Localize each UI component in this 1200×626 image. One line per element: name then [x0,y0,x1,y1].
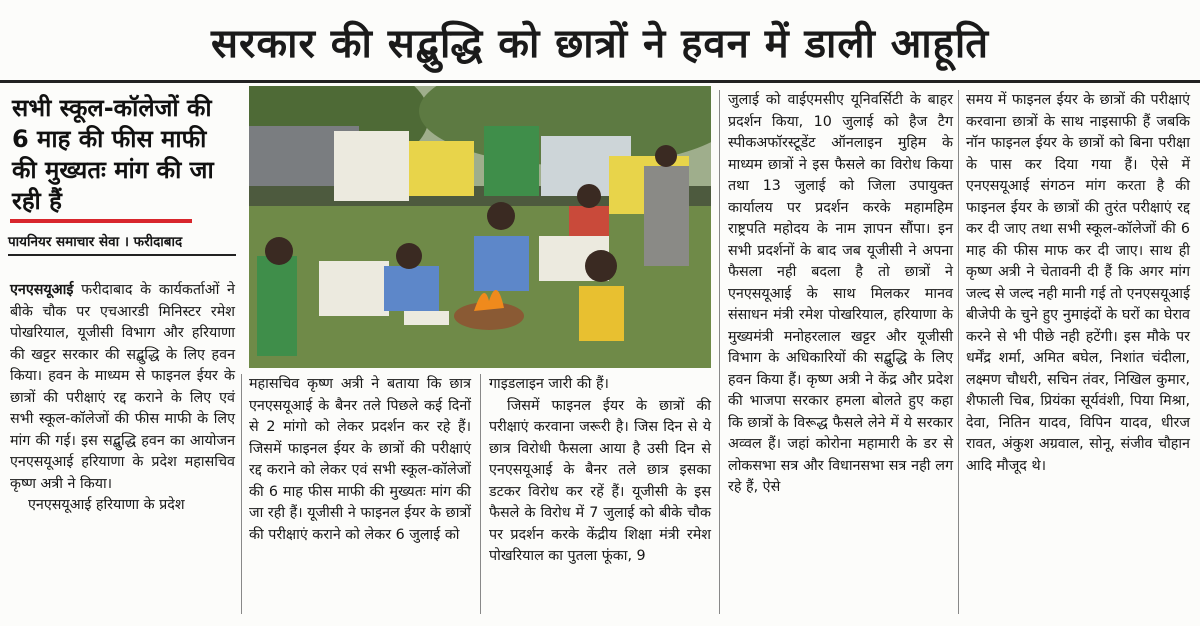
column-divider [241,374,242,614]
headline-rule [0,80,1200,83]
protest-havan-photo [249,86,711,368]
article-column-5 [966,90,1190,477]
lead-word: एनएसयूआई [10,282,74,298]
article-column-1 [10,280,235,517]
col2-paragraph: महासचिव कृष्ण अत्री ने बताया कि छात्र एनएसयूआई के बैनर तले पिछले कई दिनों से 2 मांगो को लेकर प्रदर्शन कर रहे हैं। जिसमें फाइनल ईयर के छात्रों की परीक्षाएं रद्द कराने को लेकर एवं सभी स्कूल-कॉलेजों की 6 माह फीस माफी की मुख्यतः मांग की जा रही हैं। यूजीसी ने फाइनल ईयर के छात्रों की परीक्षाएं कराने को लेकर 6 जुलाई को [249,376,471,543]
col3-paragraph-1: गाइडलाइन जारी की हैं। [489,376,609,392]
column-divider [480,374,481,614]
col1-paragraph-1: फरीदाबाद के कार्यकर्ताओं ने बीके चौक पर एचआरडी मिनिस्टर रमेश पोखरियाल, यूजीसी विभाग और हरियाणा की खट्टर सरकार की सद्बुद्धि के लिए हवन किया। हवन के माध्यम से फाइनल ईयर के छात्रों की परीक्षाएं रद्द कराने के लिए एवं सभी स्कूल-कॉलेजों की फीस माफी के लिए मांग की गई। इस सद्बुद्धि हवन का आयोजन एनएसयूआई हरियाणा के प्रदेश महासचिव कृष्ण अत्री ने किया। [10,282,235,492]
article-column-4 [728,90,953,499]
article-column-3 [489,374,711,568]
subheadline: सभी स्कूल-कॉलेजों की 6 माह की फीस माफी की मुख्यतः मांग की जा रही हैं [12,94,214,215]
headline: सरकार की सद्बुद्धि को छात्रों ने हवन में डाली आहूति [210,21,990,67]
col1-paragraph-2: एनएसयूआई हरियाणा के प्रदेश [28,497,185,513]
news-photo [249,86,711,368]
article-column-2 [249,374,471,546]
column-divider [958,90,959,614]
column-divider [719,90,720,614]
col3-paragraph-2: जिसमें फाइनल ईयर के छात्रों की परीक्षाएं करवाना जरूरी है। जिस दिन से ये छात्र विरोधी फैसला आया है उसी दिन से एनएसयूआई के बैनर तले छात्र इसका डटकर विरोध कर रहें हैं। यूजीसी के इस फैसले के विरोध में 7 जुलाई को बीके चौक पर प्रदर्शन करके केंद्रीय शिक्षा मंत्री रमेश पोखरियाल का पुतला फूंका, 9 [489,397,711,564]
byline: पायनियर समाचार सेवा । फरीदाबाद [8,232,236,256]
subhead-accent-bar [10,219,192,223]
col5-paragraph: समय में फाइनल ईयर के छात्रों की परीक्षाएं करवाना छात्रों के साथ नाइसाफी हैं जबकि नॉन फाइनल ईयर के छात्रों को बिना परीक्षा के पास कर दिया गया हैं। ऐसे में एनएसयूआई संगठन मांग करता है की फाइनल ईयर के छात्रों की तुरंत परीक्षाएं रद्द कर दी जाए तथा सभी स्कूल-कॉलेजों की 6 माह की फीस माफ कर दी जाए। साथ ही कृष्ण अत्री ने चेतावनी दी हैं कि अगर मांग जल्द से जल्द नही मानी गई तो एनएसयूआई बीजेपी के चुने हुए नुमाइंदों के घरों का घेराव करने से भी पीछे नही हटेंगी। इस मौके पर धर्मेंद्र शर्मा, अमित बघेल, निशांत चंदीला, लक्ष्मण चौधरी, सचिन तंवर, निखिल कुमार, शैफाली चिब, प्रियंका सूर्यवंशी, पिया मिश्रा, देवा, नितिन यादव, विपिन यादव, धीरज रावत, अंकुश अग्रवाल, सोनू, संजीव चौहान आदि मौजूद थे। [966,92,1190,474]
col4-paragraph: जुलाई को वाईएमसीए यूनिवर्सिटी के बाहर प्रदर्शन किया, 10 जुलाई को हैज टैग स्पीकअफॉरस्टूडेंट ऑनलाइन मुहिम के माध्यम छात्रों ने इस फैसले का विरोध किया तथा 13 जुलाई को जिला उपायुक्त कार्यालय पर प्रदर्शन करके महामहिम राष्ट्रपति महोदय के नाम ज्ञापन सौंपा। इन सभी प्रदर्शनों के बाद जब यूजीसी ने अपना फैसला नही बदला है तो छात्रों ने एनएसयूआई के साथ मिलकर मानव संसाधन मंत्री रमेश पोखरियाल, हरियाणा के मुख्यमंत्री मनोहरलाल खट्टर और यूजीसी विभाग के अधिकारियों की सद्बुद्धि के लिए हवन किया हैं। कृष्ण अत्री ने केंद्र और प्रदेश की भाजपा सरकार हमला बोलते हुए कहा कि छात्रों के विरूद्ध फैसले लेने में ये सरकार अव्वल हैं। जहां कोरोना महामारी के डर से लोकसभा सत्र और विधानसभा सत्र नही लग रहे हैं, ऐसे [728,92,953,495]
